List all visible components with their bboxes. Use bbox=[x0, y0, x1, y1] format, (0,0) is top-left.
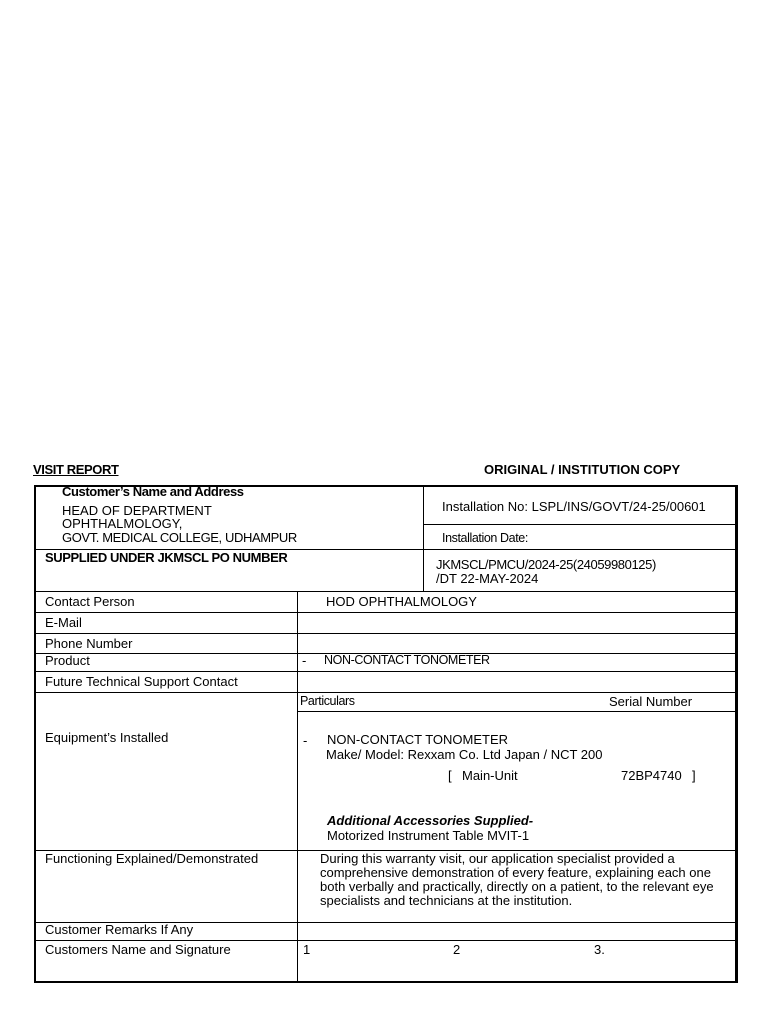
product-dash: - bbox=[302, 653, 307, 668]
main-unit-label: Main-Unit bbox=[462, 768, 518, 783]
equipment-installed-label: Equipment’s Installed bbox=[45, 730, 169, 745]
customer-label: Customer’s Name and Address bbox=[62, 484, 244, 499]
report-title: VISIT REPORT bbox=[33, 462, 119, 477]
po-number-line-1: JKMSCL/PMCU/2024-25(24059980125) bbox=[436, 557, 656, 572]
installation-date-label: Installation Date: bbox=[442, 531, 528, 545]
serial-number-header: Serial Number bbox=[609, 694, 693, 709]
customer-signature-label: Customers Name and Signature bbox=[45, 942, 231, 957]
main-unit-serial: 72BP4740 bbox=[621, 768, 682, 783]
accessory-item: Motorized Instrument Table MVIT-1 bbox=[327, 828, 530, 843]
customer-remarks-label: Customer Remarks If Any bbox=[45, 922, 194, 937]
functioning-text-2: comprehensive demonstration of every feature, explaining each one bbox=[320, 865, 711, 880]
signature-slot-2: 2 bbox=[453, 942, 461, 957]
functioning-label: Functioning Explained/Demonstrated bbox=[45, 851, 259, 866]
contact-person-label: Contact Person bbox=[45, 594, 135, 609]
copy-type-label: ORIGINAL / INSTITUTION COPY bbox=[484, 462, 681, 477]
functioning-text-1: During this warranty visit, our application specialist provided a bbox=[320, 851, 675, 866]
particulars-header: Particulars bbox=[300, 694, 355, 708]
po-number-line-2: /DT 22-MAY-2024 bbox=[436, 571, 539, 586]
equipment-name: NON-CONTACT TONOMETER bbox=[327, 732, 509, 747]
customer-line-3: GOVT. MEDICAL COLLEGE, UDHAMPUR bbox=[62, 530, 297, 545]
future-support-label: Future Technical Support Contact bbox=[45, 674, 238, 689]
equipment-make-model: Make/ Model: Rexxam Co. Ltd Japan / NCT 200 bbox=[326, 747, 603, 762]
product-value: NON-CONTACT TONOMETER bbox=[324, 653, 490, 667]
po-label: SUPPLIED UNDER JKMSCL PO NUMBER bbox=[45, 550, 288, 565]
accessories-heading: Additional Accessories Supplied- bbox=[327, 813, 534, 828]
unit-bracket-close: ] bbox=[692, 768, 696, 783]
phone-label: Phone Number bbox=[45, 636, 133, 651]
signature-slot-3: 3. bbox=[594, 942, 605, 957]
email-label: E-Mail bbox=[45, 615, 82, 630]
customer-line-1: HEAD OF DEPARTMENT bbox=[62, 503, 212, 518]
product-label: Product bbox=[45, 653, 90, 668]
functioning-text-3: both verbally and practically, directly on a patient, to the relevant eye bbox=[320, 879, 714, 894]
contact-person-value: HOD OPHTHALMOLOGY bbox=[326, 594, 477, 609]
installation-number: Installation No: LSPL/INS/GOVT/24-25/00601 bbox=[442, 499, 706, 514]
functioning-text-4: specialists and technicians at the institution. bbox=[320, 893, 573, 908]
customer-line-2: OPHTHALMOLOGY, bbox=[62, 516, 183, 531]
signature-slot-1: 1 bbox=[303, 942, 311, 957]
equipment-dash: - bbox=[303, 733, 308, 748]
unit-bracket-open: [ bbox=[448, 768, 452, 783]
